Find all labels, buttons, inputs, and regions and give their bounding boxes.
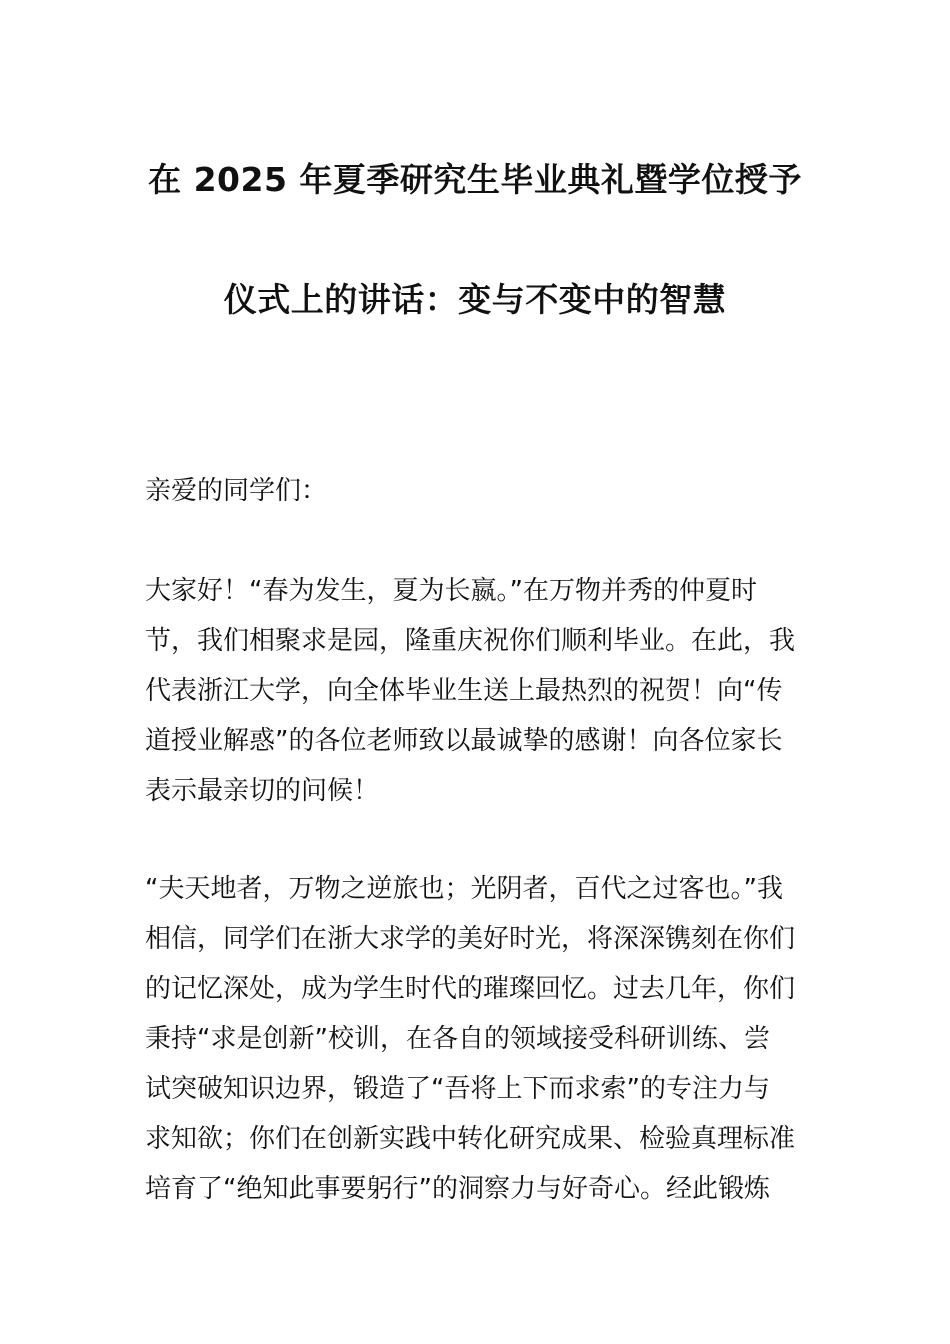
paragraph-line: 表示最亲切的问候！ [145,776,380,806]
paragraph-line: 求知欲；你们在创新实践中转化研究成果、检验真理标准 [145,1124,796,1154]
paragraph-1 [145,566,815,816]
paragraph-line: 大家好！“春为发生，夏为长嬴。”在万物并秀的仲夏时 [145,576,757,606]
paragraph-2 [145,864,815,1214]
paragraph-line: 代表浙江大学，向全体毕业生送上最热烈的祝贺！向“传 [145,676,783,706]
greeting [145,466,815,516]
paragraph-line: 道授业解惑”的各位老师致以最诚挚的感谢！向各位家长 [145,726,783,756]
document-title-line-1: 在 2025 年夏季研究生毕业典礼暨学位授予 [148,160,802,199]
paragraph-line: 相信，同学们在浙大求学的美好时光，将深深镌刻在你们 [145,924,796,954]
paragraph-line: 试突破知识边界，锻造了“吾将上下而求索”的专注力与 [145,1074,770,1104]
paragraph-line: 的记忆深处，成为学生时代的璀璨回忆。过去几年，你们 [145,974,796,1004]
paragraph-line: “夫天地者，万物之逆旅也；光阴者，百代之过客也。”我 [145,874,783,904]
greeting-text: 亲爱的同学们： [145,476,328,506]
paragraph-line: 节，我们相聚求是园，隆重庆祝你们顺利毕业。在此，我 [145,626,796,656]
paragraph-line: 秉持“求是创新”校训，在各自的领域接受科研训练、尝 [145,1024,770,1054]
document-title-line-2: 仪式上的讲话：变与不变中的智慧 [223,280,727,319]
paragraph-line: 培育了“绝知此事要躬行”的洞察力与好奇心。经此锻炼 [145,1174,770,1204]
